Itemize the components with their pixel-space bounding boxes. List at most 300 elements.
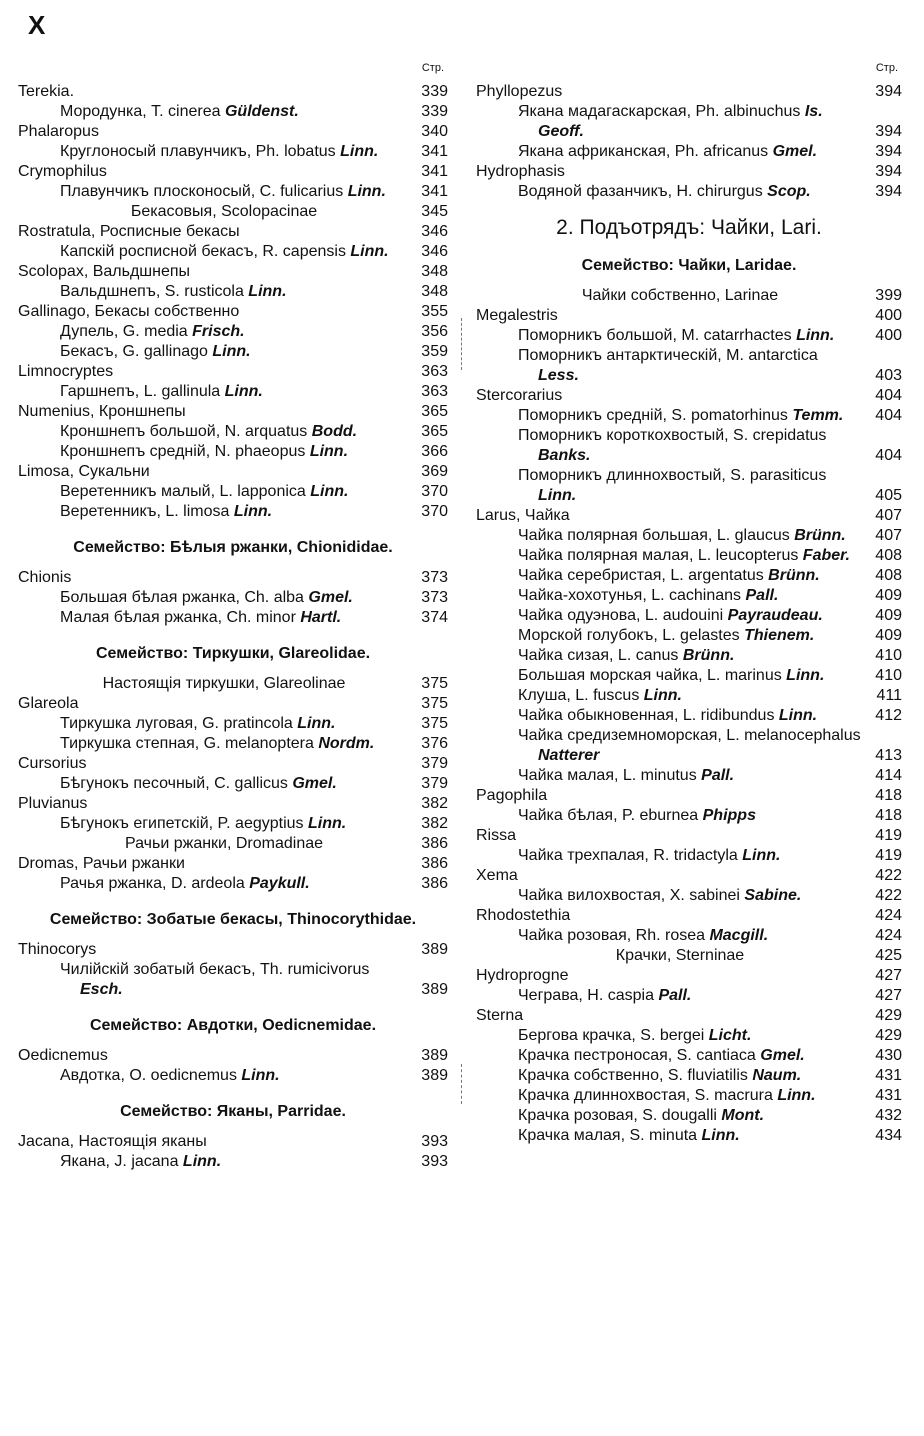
index-entry	[18, 102, 448, 122]
entry-title	[476, 326, 872, 346]
entry-title	[18, 262, 418, 282]
entry-page: 375	[421, 675, 448, 692]
entry-title	[18, 182, 418, 202]
entry-page: 411	[876, 687, 902, 704]
entry-title	[476, 686, 872, 706]
entry-page: 432	[875, 1107, 902, 1124]
entry-text: Phyllopezus	[476, 83, 563, 100]
index-entry	[476, 346, 902, 386]
entry-title	[18, 242, 418, 262]
index-entry	[476, 926, 902, 946]
page-number: X	[28, 10, 46, 40]
entry-page: 427	[875, 987, 902, 1004]
entry-text: Кроншнепъ средній, N. phaeopus	[60, 443, 310, 460]
entry-page: 375	[421, 695, 448, 712]
entry-page: 409	[875, 607, 902, 624]
entry-page: 400	[875, 327, 902, 344]
family-heading: Семейство: Яканы, Parridae.	[120, 1103, 346, 1120]
family-heading: Семейство: Тиркушки, Glareolidae.	[95, 645, 371, 662]
entry-text: Dromas, Рачьи ржанки	[18, 855, 185, 872]
entry-title	[18, 814, 418, 834]
entry-title	[18, 608, 418, 628]
entry-page: 341	[421, 183, 448, 200]
entry-text: Рачьи ржанки, Dromadinae	[124, 835, 324, 852]
entry-title	[18, 342, 418, 362]
entry-page: 429	[875, 1007, 902, 1024]
entry-title	[476, 466, 872, 506]
index-entry	[18, 282, 448, 302]
entry-page: 382	[421, 795, 448, 812]
entry-author: Linn.	[701, 1127, 740, 1144]
entry-text: Xema	[476, 867, 518, 884]
entry-text: Якана, J. jacana	[60, 1153, 183, 1170]
entry-title	[18, 854, 418, 874]
entry-title	[18, 162, 418, 182]
entry-text: Чайка-хохотунья, L. cachinans	[518, 587, 746, 604]
entry-page: 394	[875, 163, 902, 180]
index-entry	[18, 242, 448, 262]
index-entry	[476, 586, 902, 606]
index-entry	[476, 142, 902, 162]
entry-text: Chionis	[18, 569, 72, 586]
index-entry	[476, 626, 902, 646]
entry-author: Linn.	[309, 443, 349, 460]
entry-author: Linn.	[308, 815, 347, 832]
entry-title	[476, 546, 872, 566]
entry-author: Macgill.	[709, 927, 769, 944]
entry-title	[18, 302, 418, 322]
entry-title	[476, 706, 872, 726]
entry-title	[18, 874, 418, 894]
entry-page: 370	[421, 483, 448, 500]
entry-title	[18, 1066, 418, 1086]
page-column-header: Стр.	[421, 62, 444, 74]
entry-title	[18, 1152, 418, 1172]
entry-author: Gmel.	[292, 775, 337, 792]
entry-page: 359	[421, 343, 448, 360]
suborder-heading: 2. Подъотрядъ: Чайки, Lari.	[556, 216, 822, 239]
entry-title	[476, 566, 872, 586]
index-entry	[476, 1106, 902, 1126]
entry-text: Веретенникъ малый, L. lapponica	[60, 483, 311, 500]
entry-text: Плавунчикъ плосконосый, C. fulicarius	[60, 183, 348, 200]
index-entry	[18, 442, 448, 462]
entry-text: Чайка трехпалая, R. tridactyla	[518, 847, 743, 864]
index-entry	[476, 886, 902, 906]
index-entry	[18, 960, 448, 1000]
entry-title	[18, 502, 418, 522]
entry-text: Cursorius	[18, 755, 87, 772]
entry-author: Linn.	[796, 327, 835, 344]
index-entry	[18, 502, 448, 522]
index-entry	[476, 766, 902, 786]
entry-title	[18, 82, 418, 102]
entry-page: 410	[875, 647, 902, 664]
entry-title	[476, 426, 872, 466]
index-entry	[18, 382, 448, 402]
entry-title	[476, 406, 872, 426]
entry-page: 355	[421, 303, 448, 320]
index-entry	[476, 162, 902, 182]
entry-title	[18, 322, 418, 342]
entry-text: Круглоносый плавунчикъ, Ph. lobatus	[60, 143, 341, 160]
entry-page: 346	[421, 223, 448, 240]
entry-title	[18, 222, 418, 242]
entry-page: 373	[421, 589, 448, 606]
entry-page: 409	[875, 627, 902, 644]
entry-text: Чайки собственно, Larinae	[581, 287, 779, 304]
entry-title	[476, 946, 872, 966]
entry-text: Pagophila	[476, 787, 548, 804]
index-entry	[18, 854, 448, 874]
entry-title	[18, 102, 418, 122]
entry-text: Larus, Чайка	[476, 507, 570, 524]
entry-page: 408	[875, 547, 902, 564]
entry-title	[476, 1126, 872, 1146]
entry-title	[18, 1046, 418, 1066]
entry-title	[18, 834, 418, 854]
entry-page: 366	[421, 443, 448, 460]
entry-author: Linn.	[778, 707, 818, 724]
index-entry	[18, 302, 448, 322]
index-entry	[476, 846, 902, 866]
index-entry	[18, 568, 448, 588]
family-heading: Семейство: Зобатые бекасы, Thinocorythidae.	[49, 911, 417, 928]
entry-page: 413	[875, 747, 902, 764]
index-entry	[18, 714, 448, 734]
entry-text: Чайка полярная большая, L. glaucus	[518, 527, 795, 544]
entry-text: Чайка полярная малая, L. leucopterus	[518, 547, 803, 564]
entry-title	[18, 442, 418, 462]
index-entry	[18, 874, 448, 894]
entry-text: Glareola	[18, 695, 79, 712]
entry-text: Чайка одуэнова, L. audouini	[518, 607, 728, 624]
entry-text: Hydrophasis	[476, 163, 565, 180]
entry-text: Дупель, G. media	[60, 323, 193, 340]
entry-text: Чайка малая, L. minutus	[518, 767, 702, 784]
entry-page: 407	[875, 527, 902, 544]
entry-text: Limosa, Сукальни	[18, 463, 150, 480]
entry-text: Чайка вилохвостая, X. sabinei	[518, 887, 745, 904]
index-entry	[476, 286, 902, 306]
entry-page: 386	[421, 835, 448, 852]
index-entry	[18, 482, 448, 502]
entry-title	[18, 422, 418, 442]
entry-title	[476, 1106, 872, 1126]
entry-page: 393	[421, 1133, 448, 1150]
entry-page: 424	[875, 927, 902, 944]
entry-author: Linn.	[233, 503, 273, 520]
entry-title	[18, 694, 418, 714]
entry-title	[18, 734, 418, 754]
entry-page: 365	[421, 423, 448, 440]
index-entry	[476, 1026, 902, 1046]
entry-text: Поморникъ короткохвостый, S. crepidatus	[518, 427, 827, 444]
index-entry	[476, 686, 902, 706]
entry-page: 425	[875, 947, 902, 964]
index-entry	[18, 422, 448, 442]
entry-text: Гаршнепъ, L. gallinula	[60, 383, 225, 400]
entry-text: Морской голубокъ, L. gelastes	[518, 627, 745, 644]
index-entry	[476, 706, 902, 726]
entry-title	[476, 82, 872, 102]
index-entry	[476, 1006, 902, 1026]
entry-text: Бѣгунокъ египетскій, P. aegyptius	[60, 815, 308, 832]
entry-page: 407	[875, 507, 902, 524]
entry-text: Поморникъ большой, M. catarrhactes	[518, 327, 797, 344]
margin-mark	[461, 318, 462, 370]
entry-author: Pall.	[658, 987, 692, 1004]
entry-text: Большая бѣлая ржанка, Ch. alba	[60, 589, 309, 606]
entry-author: Linn.	[310, 483, 349, 500]
entry-page: 363	[421, 363, 448, 380]
entry-author: Linn.	[742, 847, 781, 864]
entry-author: Thienem.	[744, 627, 815, 644]
index-entry	[476, 906, 902, 926]
index-entry	[476, 82, 902, 102]
entry-title	[476, 886, 872, 906]
index-entry	[18, 202, 448, 222]
entry-text: Тиркушка луговая, G. pratincola	[60, 715, 298, 732]
entry-title	[18, 960, 418, 1000]
entry-title	[476, 306, 872, 326]
entry-title	[18, 1132, 418, 1152]
index-entry	[18, 342, 448, 362]
entry-author: Brünn.	[768, 567, 820, 584]
index-entry	[18, 82, 448, 102]
entry-title	[476, 846, 872, 866]
entry-text: Sterna	[476, 1007, 524, 1024]
index-entry	[18, 122, 448, 142]
right-column	[476, 60, 902, 1146]
entry-text: Rostratula, Росписные бекасы	[18, 223, 240, 240]
index-entry	[18, 674, 448, 694]
entry-text: Бергова крачка, S. bergei	[518, 1027, 709, 1044]
entry-page: 400	[875, 307, 902, 324]
entry-title	[18, 754, 418, 774]
entry-page: 393	[421, 1153, 448, 1170]
entry-author: Payraudeau.	[727, 607, 823, 624]
index-entry	[476, 646, 902, 666]
entry-page: 376	[421, 735, 448, 752]
index-entry	[476, 806, 902, 826]
index-entry	[476, 786, 902, 806]
entry-text: Pluvianus	[18, 795, 88, 812]
entry-title	[476, 786, 872, 806]
entry-page: 394	[875, 183, 902, 200]
entry-text: Scolopax, Вальдшнепы	[18, 263, 191, 280]
entry-page: 375	[421, 715, 448, 732]
entry-text: Веретенникъ, L. limosa	[60, 503, 234, 520]
entry-title	[476, 182, 872, 202]
entry-page: 389	[421, 981, 448, 998]
entry-text: Бекасъ, G. gallinago	[60, 343, 213, 360]
entry-title	[476, 866, 872, 886]
entry-page: 374	[421, 609, 448, 626]
entry-text: Кроншнепъ большой, N. arquatus	[60, 423, 312, 440]
entry-text: Поморникъ средній, S. pomatorhinus	[518, 407, 793, 424]
entry-text: Клуша, L. fuscus	[518, 687, 644, 704]
index-entry	[476, 1086, 902, 1106]
entry-text: Thinocorys	[18, 941, 97, 958]
index-entry	[18, 1066, 448, 1086]
entry-author: Mont.	[721, 1107, 765, 1124]
entry-title	[18, 794, 418, 814]
entry-text: Чайка серебристая, L. argentatus	[518, 567, 769, 584]
entry-page: 408	[875, 567, 902, 584]
entry-page: 412	[875, 707, 902, 724]
index-entry	[18, 940, 448, 960]
entry-text: Megalestris	[476, 307, 558, 324]
entry-text: Чайка бѣлая, P. eburnea	[518, 807, 703, 824]
entry-text: Бѣгунокъ песочный, C. gallicus	[60, 775, 293, 792]
entry-page: 341	[421, 163, 448, 180]
entry-author: Linn.	[347, 183, 386, 200]
entry-page: 429	[875, 1027, 902, 1044]
entry-author: Linn.	[350, 243, 389, 260]
entry-author: Less.	[538, 367, 579, 384]
index-entry	[18, 362, 448, 382]
index-entry	[18, 1132, 448, 1152]
entry-author: Linn.	[182, 1153, 222, 1170]
entry-author: Natterer	[538, 747, 600, 764]
entry-title	[476, 286, 872, 306]
entry-title	[476, 1086, 872, 1106]
entry-page: 365	[421, 403, 448, 420]
index-entry	[476, 726, 902, 766]
entry-author: Esch.	[80, 981, 123, 998]
entry-page: 404	[875, 447, 902, 464]
entry-text: Чеграва, H. caspia	[518, 987, 659, 1004]
entry-author: Temm.	[792, 407, 844, 424]
entry-text: Hydroprogne	[476, 967, 569, 984]
entry-page: 404	[875, 387, 902, 404]
entry-author: Scop.	[767, 183, 811, 200]
entry-title	[18, 282, 418, 302]
entry-author: Frisch.	[192, 323, 245, 340]
entry-page: 394	[875, 83, 902, 100]
entry-page: 418	[875, 787, 902, 804]
family-heading: Семейство: Бѣлыя ржанки, Chionididae.	[73, 539, 393, 556]
entry-text: Чайка розовая, Rh. rosea	[518, 927, 710, 944]
entry-title	[18, 674, 418, 694]
entry-page: 394	[875, 123, 902, 140]
entry-page: 403	[875, 367, 902, 384]
entry-title	[18, 482, 418, 502]
entry-text: Чайка обыкновенная, L. ridibundus	[518, 707, 779, 724]
entry-page: 369	[421, 463, 448, 480]
index-entry	[18, 754, 448, 774]
entry-title	[476, 386, 872, 406]
entry-page: 373	[421, 569, 448, 586]
entry-text: Мородунка, T. cinerea	[60, 103, 225, 120]
entry-text: Чайка средиземноморская, L. melanocephalus	[518, 727, 861, 744]
index-entry	[18, 608, 448, 628]
entry-text: Rhodostethia	[476, 907, 571, 924]
entry-text: Тиркушка степная, G. melanoptera	[60, 735, 319, 752]
entry-title	[18, 568, 418, 588]
entry-page: 419	[875, 827, 902, 844]
entry-title	[476, 526, 872, 546]
entry-author: Gmel.	[772, 143, 818, 160]
entry-author: Paykull.	[249, 875, 310, 892]
entry-author: Linn.	[212, 343, 251, 360]
index-entry	[476, 966, 902, 986]
entry-title	[476, 346, 872, 386]
entry-author: Linn.	[241, 1067, 280, 1084]
entry-text: Phalaropus	[18, 123, 99, 140]
index-entry	[476, 466, 902, 506]
entry-page: 424	[875, 907, 902, 924]
entry-page: 339	[421, 83, 448, 100]
entry-page: 348	[421, 263, 448, 280]
entry-page: 389	[421, 1067, 448, 1084]
entry-text: Terekia.	[18, 83, 75, 100]
entry-text: Чайка сизая, L. canus	[518, 647, 683, 664]
entry-page: 427	[875, 967, 902, 984]
index-entry	[476, 606, 902, 626]
entry-text: Авдотка, O. oedicnemus	[60, 1067, 242, 1084]
entry-text: Якана африканская, Ph. africanus	[518, 143, 773, 160]
index-entry	[476, 566, 902, 586]
entry-title	[476, 766, 872, 786]
index-entry	[476, 1126, 902, 1146]
index-entry	[18, 794, 448, 814]
entry-title	[476, 666, 872, 686]
index-entry	[18, 734, 448, 754]
entry-text: Крачки, Sterninae	[615, 947, 745, 964]
entry-page: 341	[421, 143, 448, 160]
entry-title	[476, 506, 872, 526]
entry-author: Sabine.	[744, 887, 802, 904]
entry-page: 389	[421, 1047, 448, 1064]
index-entry	[476, 426, 902, 466]
entry-page: 430	[875, 1047, 902, 1064]
entry-text: Crymophilus	[18, 163, 107, 180]
index-entry	[476, 506, 902, 526]
entry-page: 414	[875, 767, 902, 784]
entry-text: Малая бѣлая ржанка, Ch. minor	[60, 609, 301, 626]
entry-page: 386	[421, 855, 448, 872]
entry-text: Крачка длиннохвостая, S. macrura	[518, 1087, 778, 1104]
index-entry	[476, 406, 902, 426]
entry-page: 422	[875, 887, 902, 904]
entry-text: Numenius, Кроншнепы	[18, 403, 186, 420]
index-entry	[476, 526, 902, 546]
entry-text: Якана мадагаскарская, Ph. albinuchus	[518, 103, 805, 120]
entry-author: Is. Geoff.	[538, 103, 823, 140]
index-entry	[18, 222, 448, 242]
index-entry	[18, 1152, 448, 1172]
page-column-header: Стр.	[875, 62, 898, 74]
entry-author: Brünn.	[682, 647, 735, 664]
entry-title	[476, 826, 872, 846]
index-entry	[476, 946, 902, 966]
entry-title	[476, 806, 872, 826]
entry-title	[476, 586, 872, 606]
index-entry	[18, 834, 448, 854]
entry-text: Большая морская чайка, L. marinus	[518, 667, 787, 684]
left-column	[18, 60, 448, 1172]
entry-page: 394	[875, 143, 902, 160]
entry-title	[18, 382, 418, 402]
entry-text: Водяной фазанчикъ, H. chirurgus	[518, 183, 768, 200]
entry-title	[18, 774, 418, 794]
entry-page: 431	[875, 1087, 902, 1104]
entry-author: Linn.	[224, 383, 263, 400]
entry-title	[476, 926, 872, 946]
entry-title	[18, 940, 418, 960]
